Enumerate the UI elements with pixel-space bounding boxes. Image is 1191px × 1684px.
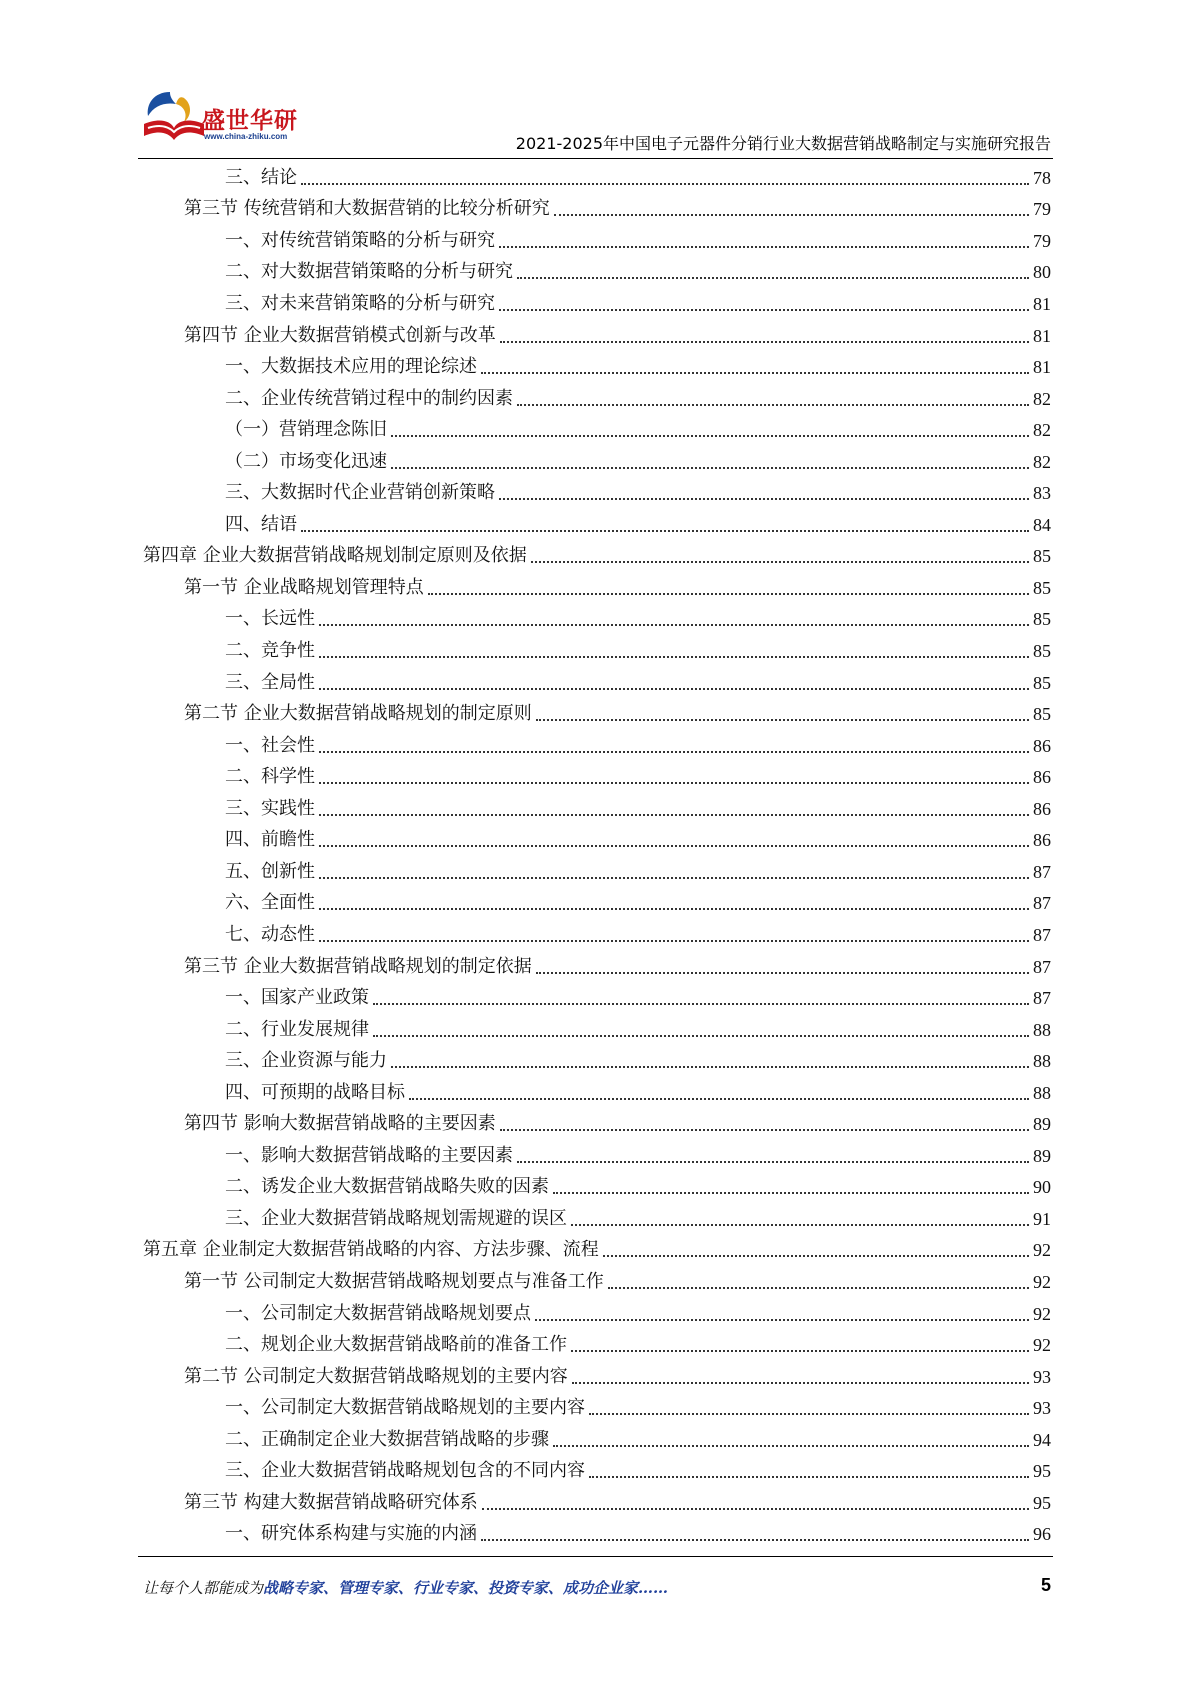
toc-leader-dots: [536, 972, 1029, 974]
toc-entry-title: 六、全面性: [225, 892, 315, 914]
toc-leader-dots: [499, 246, 1029, 248]
toc-entry-title: 四、可预期的战略目标: [225, 1081, 405, 1103]
page-number: 5: [1040, 1575, 1051, 1595]
toc-leader-dots: [603, 1255, 1029, 1257]
toc-entry[interactable]: [225, 761, 1051, 793]
toc-leader-dots: [572, 1382, 1029, 1384]
toc-leader-dots: [517, 277, 1029, 279]
toc-leader-dots: [553, 1445, 1029, 1447]
toc-entry-page: 79: [1033, 199, 1051, 220]
toc-entry[interactable]: [225, 351, 1051, 383]
footer-slogan: [143, 1577, 668, 1598]
toc-entry[interactable]: [225, 888, 1051, 920]
toc-entry-page: 88: [1033, 1019, 1051, 1040]
toc-leader-dots: [499, 498, 1029, 500]
toc-entry-title: 五、创新性: [225, 860, 315, 882]
toc-leader-dots: [319, 814, 1029, 816]
toc-entry-page: 92: [1033, 1303, 1051, 1324]
toc-entry[interactable]: [225, 856, 1051, 888]
toc-leader-dots: [500, 341, 1029, 343]
toc-leader-dots: [319, 751, 1029, 753]
toc-entry-page: 92: [1033, 1240, 1051, 1261]
toc-entry[interactable]: [184, 698, 1051, 730]
toc-entry-title: 一、大数据技术应用的理论综述: [225, 356, 477, 378]
toc-leader-dots: [319, 656, 1029, 658]
toc-leader-dots: [500, 1129, 1029, 1131]
toc-entry-title: 二、企业传统营销过程中的制约因素: [225, 387, 513, 409]
toc-entry[interactable]: [225, 288, 1051, 320]
toc-leader-dots: [319, 782, 1029, 784]
toc-entry-page: 82: [1033, 451, 1051, 472]
toc-entry[interactable]: [225, 1392, 1051, 1424]
toc-entry[interactable]: [225, 1519, 1051, 1551]
toc-entry-title: 第三节 传统营销和大数据营销的比较分析研究: [184, 198, 550, 220]
toc-leader-dots: [391, 435, 1029, 437]
toc-entry-page: 79: [1033, 230, 1051, 251]
toc-entry[interactable]: [225, 509, 1051, 541]
toc-entry-title: 二、竞争性: [225, 640, 315, 661]
toc-entry-title: 三、结论: [225, 166, 297, 188]
toc-entry-page: 95: [1033, 1461, 1051, 1482]
toc-entry[interactable]: [225, 1140, 1051, 1172]
toc-entry-page: 92: [1033, 1272, 1051, 1292]
toc-entry-title: 三、实践性: [225, 797, 315, 819]
toc-entry-page: 88: [1033, 1051, 1051, 1072]
toc-entry[interactable]: [225, 225, 1051, 257]
toc-entry[interactable]: [225, 919, 1051, 951]
toc-entry-title: 一、长远性: [225, 608, 315, 630]
toc-entry-title: 第五章 企业制定大数据营销战略的内容、方法步骤、流程: [143, 1239, 599, 1261]
toc-entry-title: 一、对传统营销策略的分析与研究: [225, 229, 495, 251]
toc-entry[interactable]: [225, 1014, 1051, 1046]
toc-entry-title: 二、科学性: [225, 766, 315, 788]
toc-entry-page: 89: [1033, 1114, 1051, 1135]
toc-entry-title: 二、规划企业大数据营销战略前的准备工作: [225, 1334, 567, 1356]
toc-entry-title: （一）营销理念陈旧: [225, 419, 387, 441]
toc-entry[interactable]: [184, 1361, 1051, 1393]
toc-leader-dots: [536, 719, 1029, 721]
toc-entry[interactable]: [184, 951, 1051, 983]
toc-entry-page: 85: [1033, 546, 1051, 567]
toc-entry-title: 第三节 构建大数据营销战略研究体系: [184, 1491, 478, 1513]
toc-entry[interactable]: [225, 1424, 1051, 1456]
toc-entry[interactable]: [184, 1109, 1051, 1141]
toc-entry[interactable]: [225, 730, 1051, 762]
toc-entry-page: 88: [1033, 1082, 1051, 1103]
toc-entry-title: 三、大数据时代企业营销创新策略: [225, 482, 495, 504]
toc-leader-dots: [571, 1350, 1029, 1352]
toc-entry[interactable]: [184, 572, 1051, 604]
toc-entry-title: 一、国家产业政策: [225, 987, 369, 1009]
toc-entry[interactable]: [225, 1203, 1051, 1235]
toc-leader-dots: [428, 593, 1029, 595]
toc-entry-title: 第三节 企业大数据营销战略规划的制定依据: [184, 955, 532, 977]
toc-entry-title: 第四节 影响大数据营销战略的主要因素: [184, 1113, 496, 1135]
toc-entry-page: 95: [1033, 1492, 1051, 1513]
toc-entry-title: 二、对大数据营销策略的分析与研究: [225, 261, 513, 283]
toc-leader-dots: [319, 908, 1029, 910]
toc-entry-page: 91: [1033, 1208, 1051, 1229]
toc-entry-title: 一、公司制定大数据营销战略规划要点: [225, 1302, 531, 1324]
toc-leader-dots: [373, 1003, 1029, 1005]
toc-entry[interactable]: [143, 541, 1051, 573]
toc-entry-page: 85: [1033, 641, 1051, 661]
toc-entry-page: 80: [1033, 262, 1051, 283]
toc-entry-page: 93: [1033, 1398, 1051, 1419]
toc-entry[interactable]: [225, 604, 1051, 636]
toc-entry[interactable]: [225, 825, 1051, 857]
toc-entry-title: 二、诱发企业大数据营销战略失败的因素: [225, 1176, 549, 1198]
toc-entry-page: 81: [1033, 293, 1051, 314]
toc-entry-page: 92: [1033, 1335, 1051, 1356]
toc-entry[interactable]: [225, 162, 1051, 194]
footer-slogan-lead: 让每个人都能成为: [143, 1579, 264, 1597]
toc-entry-page: 89: [1033, 1145, 1051, 1166]
toc-entry-title: 一、社会性: [225, 734, 315, 756]
toc-leader-dots: [517, 1161, 1029, 1163]
toc-leader-dots: [571, 1224, 1029, 1226]
toc-entry[interactable]: [225, 478, 1051, 510]
toc-leader-dots: [319, 877, 1029, 879]
toc-entry-page: 85: [1033, 609, 1051, 630]
toc-entry-page: 85: [1033, 672, 1051, 693]
toc-entry-page: 84: [1033, 514, 1051, 535]
toc-entry-page: 90: [1033, 1177, 1051, 1198]
toc-entry-page: 85: [1033, 704, 1051, 725]
toc-entry-title: 三、企业资源与能力: [225, 1050, 387, 1072]
toc-leader-dots: [499, 309, 1029, 311]
toc-leader-dots: [319, 688, 1029, 690]
toc-entry-page: 81: [1033, 357, 1051, 378]
toc-entry-title: 三、全局性: [225, 671, 315, 693]
toc-entry[interactable]: [225, 793, 1051, 825]
toc-leader-dots: [589, 1476, 1029, 1478]
toc-entry-title: 第二节 公司制定大数据营销战略规划的主要内容: [184, 1365, 568, 1387]
toc-entry[interactable]: [225, 1329, 1051, 1361]
toc-leader-dots: [589, 1413, 1029, 1415]
toc-entry-page: 82: [1033, 388, 1051, 409]
toc-entry[interactable]: [225, 257, 1051, 289]
toc-entry-title: 七、动态性: [225, 923, 315, 945]
toc-leader-dots: [391, 467, 1029, 469]
toc-entry[interactable]: [184, 1487, 1051, 1519]
toc-leader-dots: [517, 404, 1029, 406]
toc-entry-title: 第四章 企业大数据营销战略规划制定原则及依据: [143, 545, 527, 567]
toc-leader-dots: [319, 845, 1029, 847]
toc-entry-title: 二、行业发展规律: [225, 1018, 369, 1040]
toc-entry-title: 三、企业大数据营销战略规划需规避的误区: [225, 1207, 567, 1229]
toc-entry-page: 96: [1033, 1524, 1051, 1545]
toc-entry-title: 四、结语: [225, 513, 297, 535]
toc-entry-title: 一、研究体系构建与实施的内涵: [225, 1523, 477, 1545]
toc-entry-title: 三、对未来营销策略的分析与研究: [225, 292, 495, 314]
toc-entry-page: 87: [1033, 988, 1051, 1009]
toc-entry[interactable]: [225, 1456, 1051, 1488]
toc-entry-page: 81: [1033, 325, 1051, 346]
logo-book-icon: [140, 84, 210, 146]
toc-entry-page: 87: [1033, 924, 1051, 945]
logo-url: www.china-zhiku.com: [204, 132, 288, 141]
toc-leader-dots: [301, 530, 1029, 532]
toc-entry-title: 三、企业大数据营销战略规划包含的不同内容: [225, 1460, 585, 1482]
toc-leader-dots: [535, 1319, 1029, 1321]
toc-leader-dots: [373, 1035, 1029, 1037]
toc-entry[interactable]: [225, 982, 1051, 1014]
toc-leader-dots: [481, 372, 1029, 374]
toc-entry[interactable]: [184, 320, 1051, 352]
toc-entry[interactable]: [225, 635, 1051, 667]
toc-entry-page: 86: [1033, 830, 1051, 851]
toc-entry-page: 85: [1033, 577, 1051, 598]
toc-entry[interactable]: [225, 383, 1051, 415]
company-logo: [140, 84, 330, 148]
toc-leader-dots: [608, 1287, 1029, 1289]
toc-entry-page: 94: [1033, 1429, 1051, 1450]
toc-entry-title: 四、前瞻性: [225, 829, 315, 851]
toc-leader-dots: [391, 1066, 1029, 1068]
toc-entry-page: 86: [1033, 798, 1051, 819]
toc-entry-page: 86: [1033, 735, 1051, 756]
toc-entry-page: 87: [1033, 956, 1051, 977]
logo-name: 盛世华研: [202, 108, 298, 134]
toc-entry-page: 78: [1033, 167, 1051, 188]
toc-entry-page: 83: [1033, 483, 1051, 504]
toc-entry-title: 第二节 企业大数据营销战略规划的制定原则: [184, 703, 532, 725]
toc-entry-title: 第四节 企业大数据营销模式创新与改革: [184, 324, 496, 346]
toc-leader-dots: [301, 183, 1029, 185]
header-divider: [138, 158, 1053, 159]
toc-entry-page: 86: [1033, 767, 1051, 788]
toc-leader-dots: [319, 624, 1029, 626]
toc-entry[interactable]: [225, 446, 1051, 478]
toc-leader-dots: [481, 1539, 1029, 1541]
toc-entry[interactable]: [225, 1172, 1051, 1204]
footer-divider: [138, 1556, 1053, 1557]
toc-leader-dots: [482, 1508, 1029, 1510]
toc-entry-page: 82: [1033, 420, 1051, 441]
toc-entry[interactable]: [225, 667, 1051, 699]
toc-entry-title: 第一节 公司制定大数据营销战略规划要点与准备工作: [184, 1271, 604, 1292]
toc-entry[interactable]: [184, 1266, 1051, 1298]
document-title: 2021-2025年中国电子元器件分销行业大数据营销战略制定与实施研究报告: [515, 134, 1051, 153]
toc-entry[interactable]: [225, 1045, 1051, 1077]
toc-entry-title: 二、正确制定企业大数据营销战略的步骤: [225, 1428, 549, 1450]
toc-entry-title: （二）市场变化迅速: [225, 450, 387, 472]
toc-leader-dots: [409, 1098, 1029, 1100]
toc-leader-dots: [531, 561, 1029, 563]
toc-entry[interactable]: [225, 1298, 1051, 1330]
toc-leader-dots: [554, 214, 1029, 216]
toc-leader-dots: [319, 940, 1029, 942]
toc-entry[interactable]: [143, 1235, 1051, 1267]
toc-entry[interactable]: [184, 194, 1051, 226]
toc-entry-title: 一、影响大数据营销战略的主要因素: [225, 1144, 513, 1166]
toc-entry-page: 87: [1033, 893, 1051, 914]
footer-slogan-roles: 战略专家、管理专家、行业专家、投资专家、成功企业家……: [263, 1579, 669, 1597]
toc-entry-page: 93: [1033, 1366, 1051, 1387]
toc-entry[interactable]: [225, 1077, 1051, 1109]
toc-entry-page: 87: [1033, 861, 1051, 882]
toc-entry[interactable]: [225, 414, 1051, 446]
toc-leader-dots: [553, 1192, 1029, 1194]
toc-entry-title: 第一节 企业战略规划管理特点: [184, 576, 424, 598]
toc-entry-title: 一、公司制定大数据营销战略规划的主要内容: [225, 1397, 585, 1419]
